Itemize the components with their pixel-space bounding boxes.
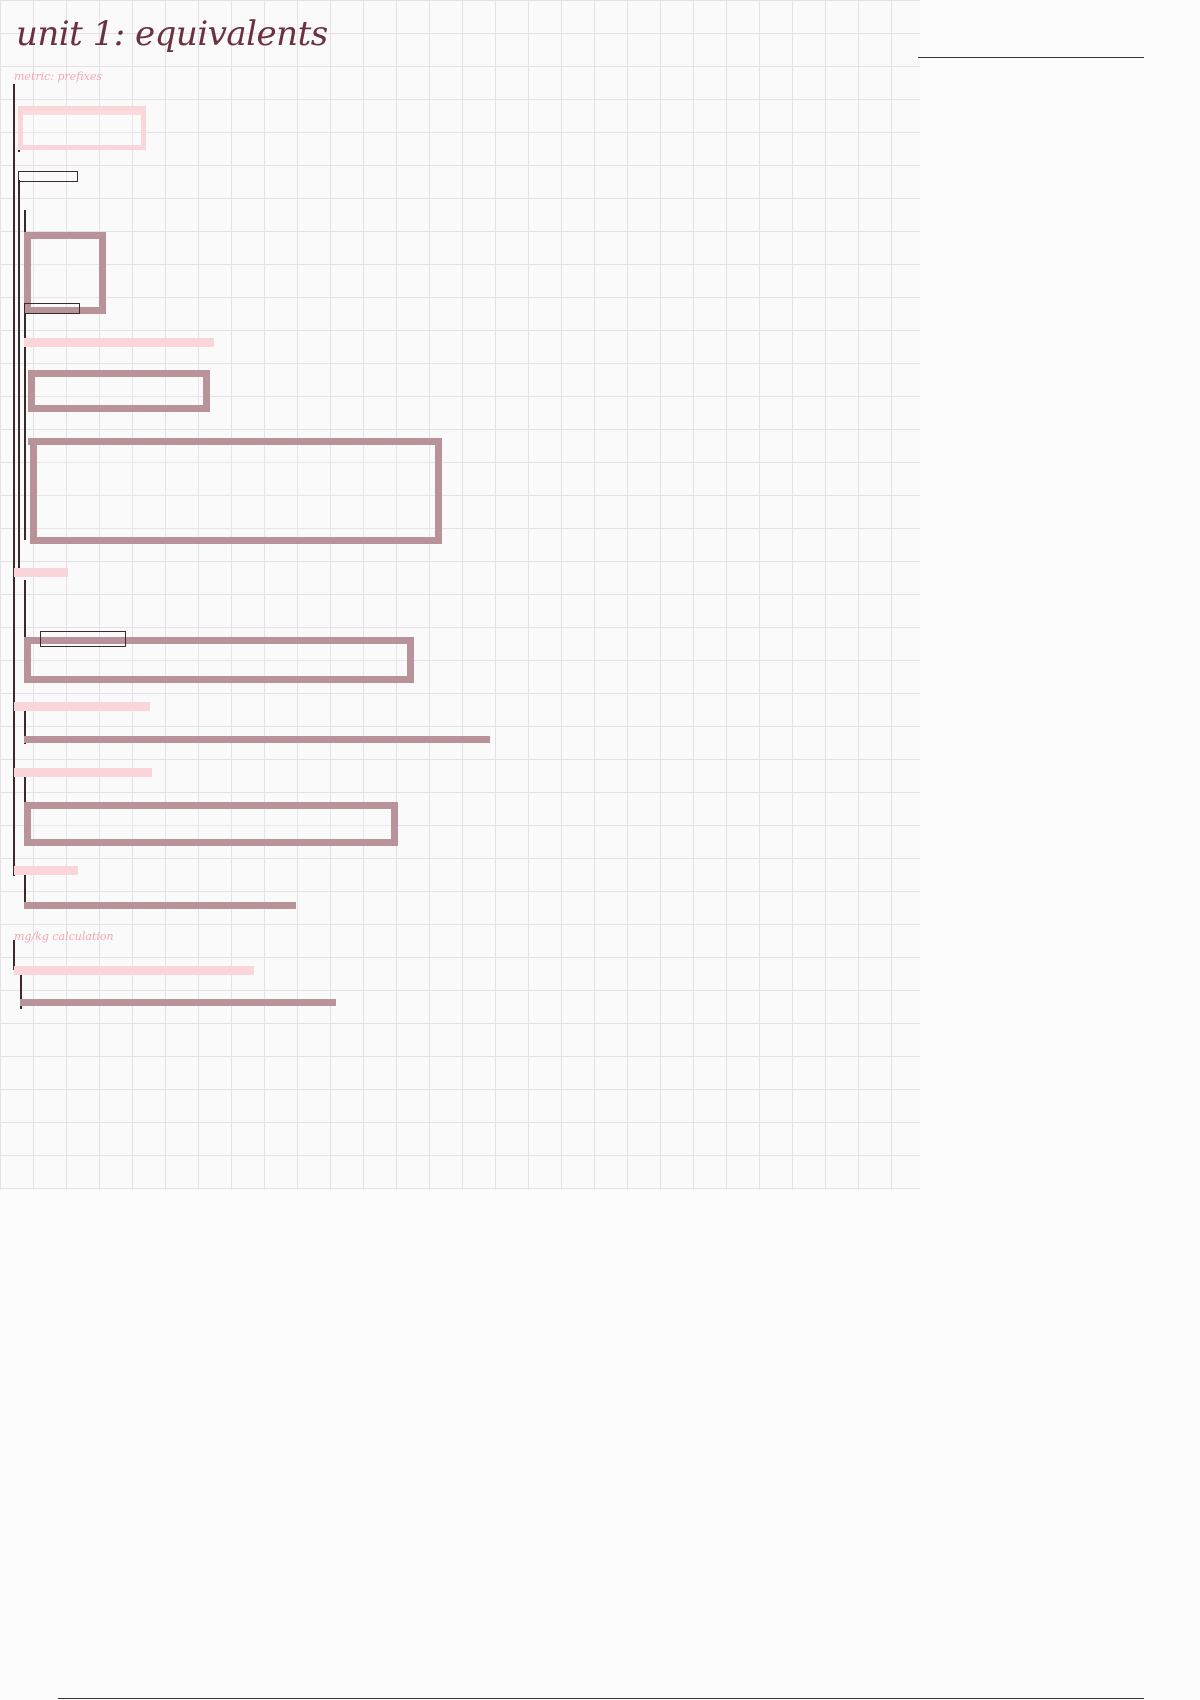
note-bar bbox=[20, 999, 336, 1006]
note-bar bbox=[24, 902, 296, 909]
note-highlight bbox=[14, 568, 68, 577]
section-heading-mg-kg-calculation: mg/kg calculation bbox=[14, 930, 114, 943]
note-box bbox=[24, 232, 106, 314]
main-tree-line bbox=[13, 84, 15, 876]
note-box bbox=[30, 438, 442, 544]
note-box bbox=[24, 303, 80, 314]
note-highlight bbox=[14, 702, 150, 711]
note-highlight bbox=[24, 338, 214, 347]
note-box bbox=[18, 106, 146, 150]
page-title: unit 1: equivalents bbox=[16, 14, 328, 54]
tree-branch bbox=[24, 580, 26, 640]
note-box bbox=[24, 802, 398, 846]
top-right-rule bbox=[918, 57, 1144, 58]
note-box bbox=[28, 370, 210, 412]
note-highlight bbox=[14, 768, 152, 777]
bottom-rule bbox=[58, 1698, 1144, 1699]
note-highlight bbox=[14, 966, 254, 975]
tree-branch bbox=[18, 180, 20, 570]
section-heading-metric-prefixes: metric: prefixes bbox=[14, 70, 103, 83]
note-highlight bbox=[14, 866, 78, 875]
note-box bbox=[40, 631, 126, 647]
note-box bbox=[18, 171, 78, 182]
note-bar bbox=[24, 736, 490, 743]
